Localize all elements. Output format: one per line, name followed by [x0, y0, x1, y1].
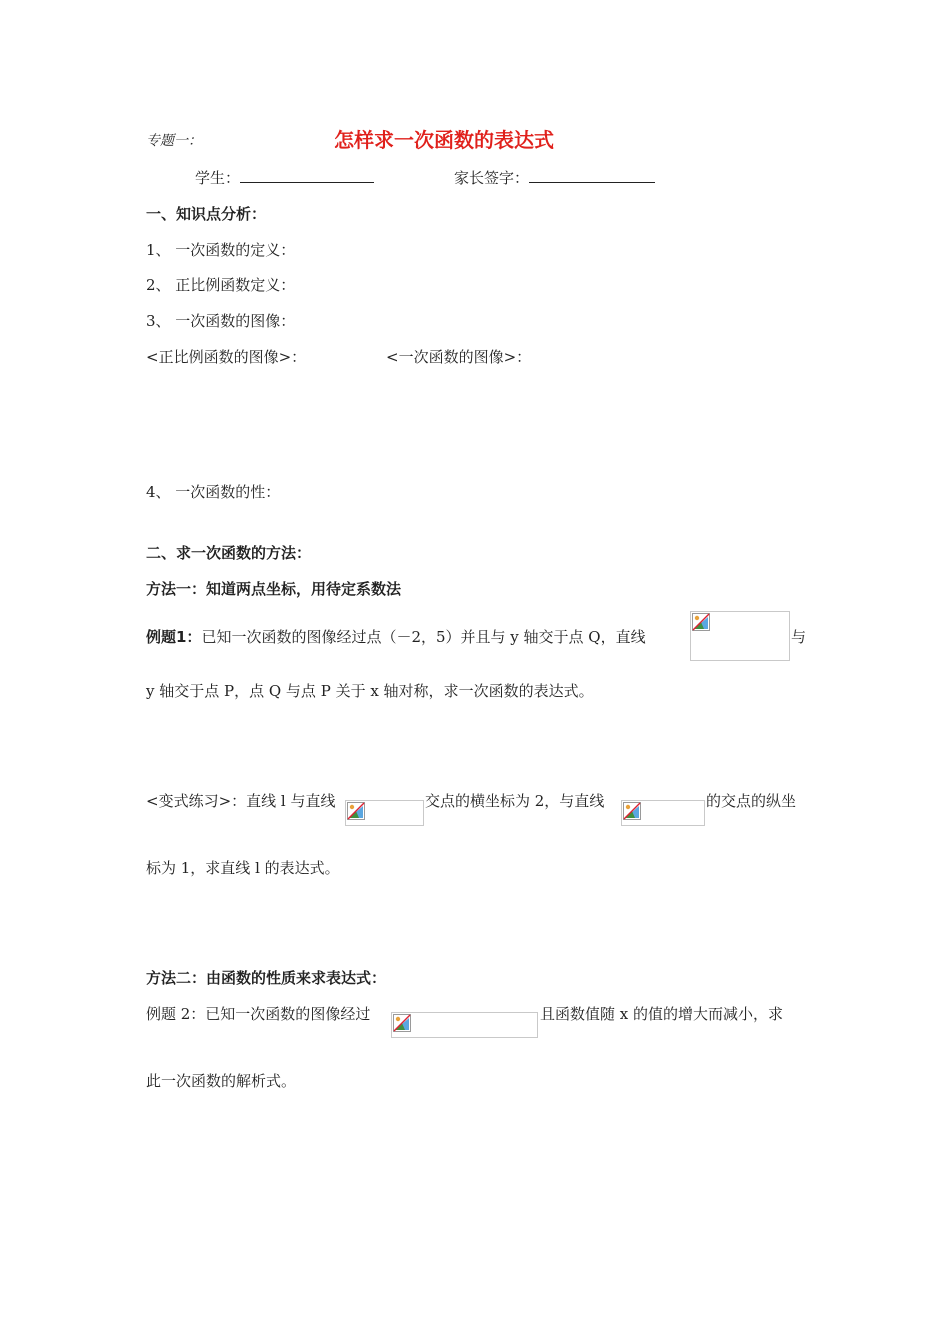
example1-text: 已知一次函数的图像经过点（－2，5）并且与 y 轴交于点 Q，直线 [201, 628, 646, 646]
variant-text-c: 的交点的纵坐 [706, 792, 797, 810]
example2-line2: 此一次函数的解析式。 [146, 1072, 297, 1090]
example1-line1 [146, 627, 646, 647]
graph-label-linear: <一次函数的图像>： [386, 348, 532, 366]
method1-heading: 方法一：知道两点坐标，用待定系数法 [146, 580, 402, 598]
student-blank[interactable] [240, 168, 374, 183]
page-title: 怎样求一次函数的表达式 [334, 128, 554, 152]
broken-image-icon [393, 1014, 411, 1032]
topic-label: 专题一： [146, 133, 202, 149]
variant-text-a: <变式练习>：直线 l 与直线 [146, 792, 336, 810]
example1-text-tail: 与 [791, 628, 807, 646]
graph-label-proportional: <正比例函数的图像>： [146, 348, 307, 366]
parent-blank[interactable] [529, 168, 655, 183]
student-label: 学生： [195, 169, 241, 187]
example1-line2: y 轴交于点 P，点 Q 与点 P 关于 x 轴对称，求一次函数的表达式。 [146, 682, 594, 700]
parent-label: 家长签字： [454, 169, 530, 187]
variant-line2: 标为 1，求直线 l 的表达式。 [146, 859, 340, 877]
example2-text-a: 例题 2：已知一次函数的图像经过 [146, 1005, 371, 1023]
section1-item3: 3、 一次函数的图像： [146, 312, 296, 330]
section1-heading: 一、知识点分析： [146, 205, 267, 223]
broken-image-icon [692, 613, 710, 631]
variant-text-b: 交点的横坐标为 2，与直线 [425, 792, 605, 810]
section1-item4: 4、 一次函数的性： [146, 483, 281, 501]
formula-image-3 [621, 800, 705, 826]
parent-sign-field [454, 168, 655, 188]
example2-text-b: 且函数值随 x 的值的增大而减小，求 [540, 1005, 783, 1023]
formula-image-2 [345, 800, 424, 826]
formula-image-1 [690, 611, 790, 661]
section1-item1: 1、 一次函数的定义： [146, 241, 296, 259]
broken-image-icon [623, 802, 641, 820]
broken-image-icon [347, 802, 365, 820]
section1-item2: 2、 正比例函数定义： [146, 276, 296, 294]
formula-image-4 [391, 1012, 538, 1038]
method2-heading: 方法二：由函数的性质来求表达式： [146, 969, 387, 987]
student-field [195, 168, 374, 188]
section2-heading: 二、求一次函数的方法： [146, 544, 312, 562]
example1-label: 例题1： [146, 628, 202, 646]
